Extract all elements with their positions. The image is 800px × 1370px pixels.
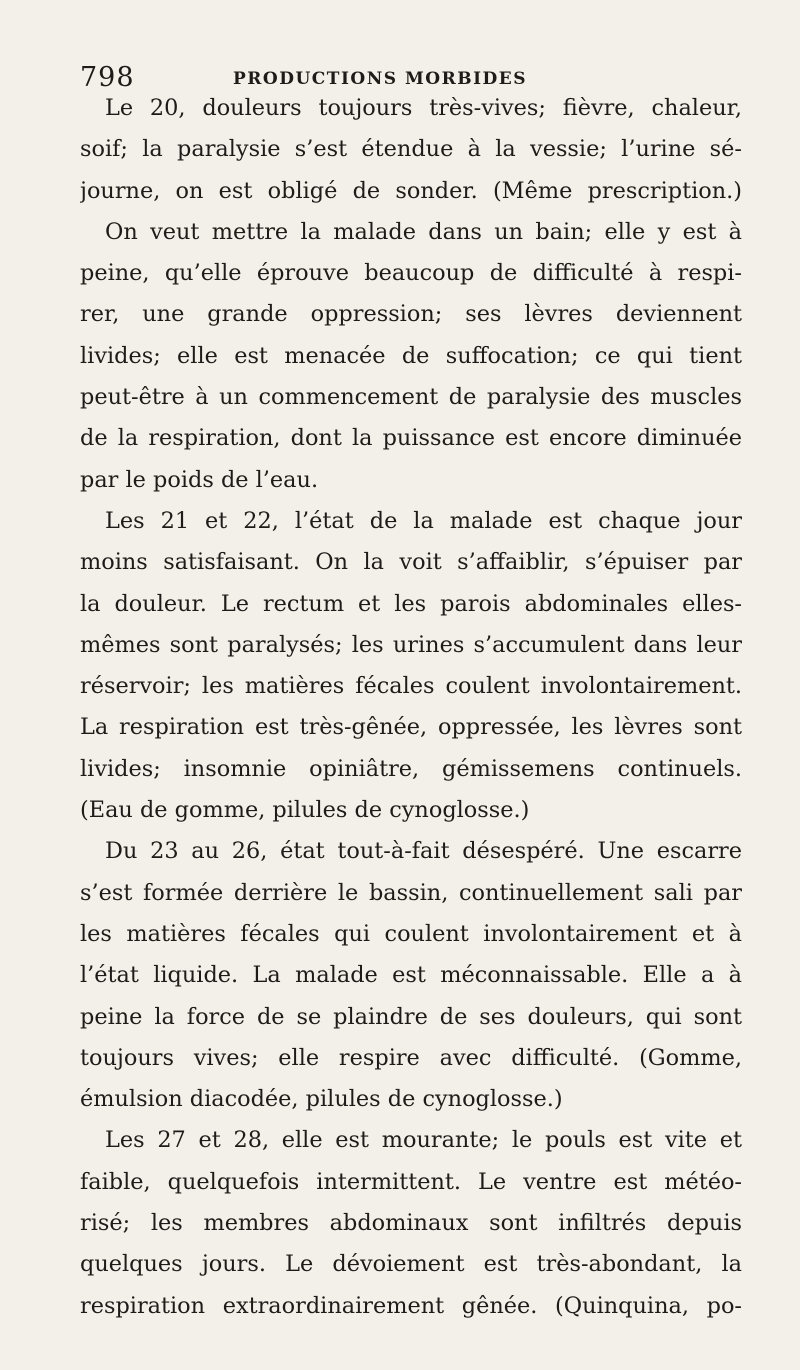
text-line: faible, quelquefois intermittent. Le ventre est météo- xyxy=(80,1168,742,1195)
page-number: 798 xyxy=(80,62,135,93)
text-line: les matières fécales qui coulent involontairement et à xyxy=(80,920,742,947)
text-line: réservoir; les matières fécales coulent involontairement. xyxy=(80,673,742,700)
text-line: peut-être à un commencement de paralysie des muscles xyxy=(80,384,742,411)
text-line: livides; insomnie opiniâtre, gémissemens continuels. xyxy=(80,755,742,782)
text-line: soif; la paralysie s’est étendue à la vessie; l’urine sé- xyxy=(80,136,742,163)
text-line: mêmes sont paralysés; les urines s’accumulent dans leur xyxy=(80,631,742,658)
text-line: de la respiration, dont la puissance est encore diminuée xyxy=(80,425,742,452)
text-line: Les 21 et 22, l’état de la malade est chaque jour xyxy=(105,507,742,534)
text-line: Du 23 au 26, état tout-à-fait désespéré. Une escarre xyxy=(105,838,742,865)
text-line: respiration extraordinairement gênée. (Quinquina, po- xyxy=(80,1292,742,1319)
text-line: livides; elle est menacée de suffocation; ce qui tient xyxy=(80,342,742,369)
text-line: par le poids de l’eau. xyxy=(80,466,319,493)
text-line: rer, une grande oppression; ses lèvres deviennent xyxy=(80,301,742,328)
text-line: émulsion diacodée, pilules de cynoglosse.) xyxy=(80,1086,563,1113)
text-line: Le 20, douleurs toujours très-vives; fièvre, chaleur, xyxy=(105,95,742,121)
text-line: toujours vives; elle respire avec difficulté. (Gomme, xyxy=(80,1044,742,1071)
text-line: (Eau de gomme, pilules de cynoglosse.) xyxy=(80,797,530,824)
text-line: peine la force de se plaindre de ses douleurs, qui sont xyxy=(80,1003,742,1030)
text-line: La respiration est très-gênée, oppressée, les lèvres sont xyxy=(80,714,742,741)
text-line: moins satisfaisant. On la voit s’affaiblir, s’épuiser par xyxy=(80,549,742,576)
body-text xyxy=(80,88,742,1327)
running-title: PRODUCTIONS MORBIDES xyxy=(232,69,527,89)
text-line: l’état liquide. La malade est méconnaissable. Elle a à xyxy=(80,962,742,989)
text-line: quelques jours. Le dévoiement est très-abondant, la xyxy=(80,1251,742,1278)
text-line: s’est formée derrière le bassin, continuellement sali par xyxy=(80,879,742,906)
text-line: Les 27 et 28, elle est mourante; le pouls est vite et xyxy=(105,1127,742,1154)
text-line: la douleur. Le rectum et les parois abdominales elles- xyxy=(80,590,742,617)
text-line: journe, on est obligé de sonder. (Même prescription.) xyxy=(80,177,742,204)
text-line: On veut mettre la malade dans un bain; elle y est à xyxy=(105,218,742,245)
text-line: risé; les membres abdominaux sont infiltrés depuis xyxy=(80,1210,742,1237)
text-line: peine, qu’elle éprouve beaucoup de difficulté à respi- xyxy=(80,260,742,287)
